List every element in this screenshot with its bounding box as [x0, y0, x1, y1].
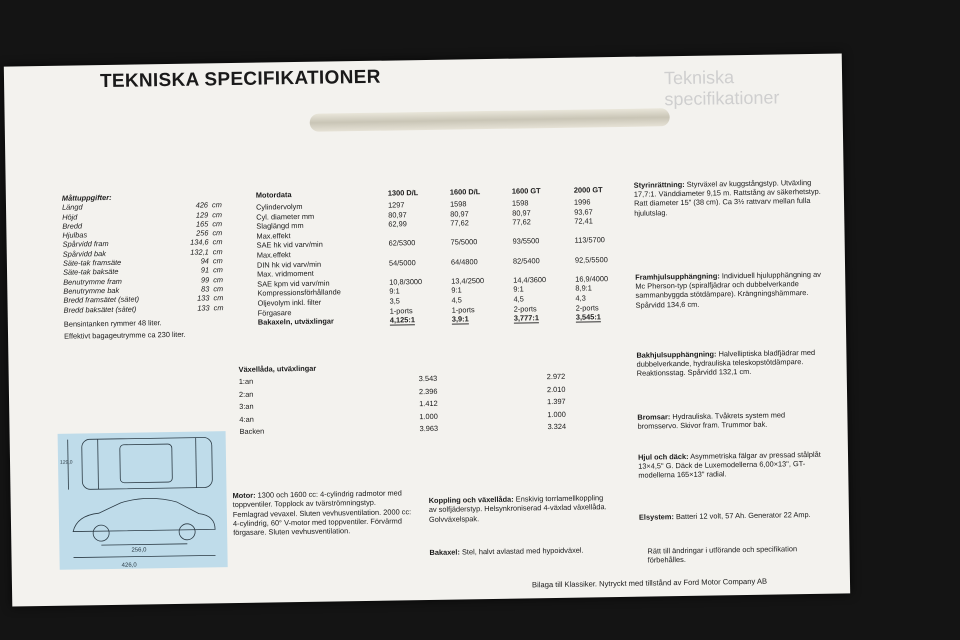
dimension-row: Hjulbas 256 cm	[62, 228, 223, 240]
engine-cell: 82/5400	[512, 255, 540, 266]
engine-cell: 4,125:1	[389, 315, 415, 325]
engine-cell: 92,5/5500	[574, 254, 608, 265]
column-header: 1600 D/L	[449, 187, 481, 197]
engine-cell: 4,5	[513, 294, 524, 304]
engine-cell: 75/5000	[450, 237, 478, 247]
dimension-row: Benutrymme bak 83 cm	[63, 284, 224, 296]
spec-paragraph: Bromsar: Hydrauliska. Tvåkrets system med bromsservo. Skivor fram. Trummor bak.	[637, 410, 786, 431]
car-drawing	[58, 431, 228, 570]
svg-text:129,0: 129,0	[59, 459, 73, 466]
engine-cell: 80,97	[450, 208, 469, 219]
engine-cell: 9:1	[389, 286, 400, 296]
spec-paragraph: Bakhjulsupphängning: Halvelliptiska bladfjädrar med dubbelverkande, hydrauliska teleskopstötdämpare. Reaktionsstag. Spårvidd 132,1 cm.	[636, 347, 816, 379]
dimension-row: Bredd baksätet (sätet) 133 cm	[63, 302, 224, 315]
dimensions-list	[62, 200, 232, 314]
engine-row-label: Max.effekt DIN hk vid varv/min	[256, 250, 322, 270]
column-header: 1300 D/L	[387, 188, 419, 198]
engine-cell: 3,5	[389, 296, 400, 306]
dimensions-note: Effektivt bagageutrymme ca 230 liter.	[63, 329, 186, 341]
spec-paragraph: Elsystem: Batteri 12 volt, 57 Ah. Generator 22 Amp.	[638, 509, 811, 522]
engine-cell: 113/5700	[574, 235, 605, 246]
engine-cell: 2-ports	[575, 302, 599, 313]
engine-cell: 1598	[449, 199, 467, 209]
engine-cell: 62,99	[388, 219, 407, 229]
dimension-row: Längd 426 cm	[61, 200, 222, 213]
gearbox-section	[229, 360, 567, 439]
engine-cell: 93/5500	[512, 236, 540, 247]
engine-cell: 4,5	[451, 295, 462, 305]
koppling-paragraph: Koppling och växellåda: Enskivig torrlamellkoppling av solfjäderstyp. Helsynkroniserad 4-växlad växellåda. Golvväxelspak.	[428, 493, 607, 524]
engine-row-label: Förgasare	[257, 307, 292, 318]
dimensions-heading: Måttuppgifter:	[61, 192, 112, 203]
engine-cell: 4,3	[575, 293, 586, 303]
spec-paragraph: Hjul och däck: Asymmetriska fälgar av pressad stålplåt 13×4,5" G. Däck de Luxemodellerna 6,00×13", GT-modellerna 165×13" radial.	[637, 449, 821, 481]
gear-row: 1:an 3.543 2.972	[238, 372, 566, 387]
engine-cell: 72,41	[574, 216, 593, 226]
engine-cell: 80,97	[512, 207, 531, 218]
engine-cell: 62/5300	[388, 238, 416, 248]
dimension-row: Spårvidd bak 132,1 cm	[62, 246, 223, 259]
engine-cell: 1598	[511, 198, 529, 208]
engine-row-label: Slaglängd mm	[256, 221, 304, 231]
page-title: TEKNISKA SPECIFIKATIONER	[99, 66, 381, 93]
tape-strip	[310, 108, 670, 132]
footer-note: Bilaga till Klassiker. Nytryckt med tillstånd av Ford Motor Company AB	[531, 576, 768, 590]
engine-cell: 9:1	[513, 284, 524, 294]
right-column	[634, 178, 829, 522]
engine-row-label: Cylindervolym	[255, 201, 303, 212]
engine-cell: 10,8/3000	[389, 276, 423, 287]
engine-cell: 3,545:1	[575, 312, 601, 322]
dimension-row: Bredd 165 cm	[62, 219, 223, 231]
engine-row-label: Oljevolym inkl. filter	[257, 297, 322, 308]
engine-cell: 13,4/2500	[451, 275, 485, 286]
engine-cell: 1297	[387, 200, 405, 210]
ghost-text: Tekniska specifikationer	[663, 67, 780, 110]
engine-cell: 1996	[573, 197, 591, 207]
engine-row-label: Max. vridmoment SAE kpm vid varv/min	[257, 268, 330, 289]
engine-row-label: Bakaxeln, utväxlingar	[257, 316, 334, 327]
dimension-row: Höjd 129 cm	[62, 209, 223, 222]
engine-cell: 1-ports	[389, 305, 413, 316]
engine-cell: 77,62	[512, 217, 531, 227]
bakaxel-paragraph: Bakaxel: Stel, halvt avlastad med hypoidväxel.	[429, 545, 584, 557]
engine-cell: 9:1	[451, 285, 462, 295]
spec-sheet	[4, 53, 850, 606]
engine-cell: 80,97	[388, 209, 407, 220]
engine-table	[256, 185, 638, 328]
engine-cell: 8,9:1	[575, 283, 592, 294]
engine-cell: 64/4800	[450, 256, 478, 267]
gearbox-heading: Växellåda, utväxlingar	[238, 363, 317, 374]
car-outline-icon	[58, 431, 228, 570]
engine-cell: 93,67	[574, 206, 593, 217]
dimensions-note: Bensintanken rymmer 48 liter.	[63, 318, 162, 329]
dimensions-section	[62, 191, 232, 341]
engine-cell: 3,777:1	[513, 313, 539, 323]
gearbox-list	[229, 371, 566, 439]
dimension-row: Säte-tak baksäte 91 cm	[62, 265, 223, 278]
engine-cell: 1-ports	[451, 304, 475, 315]
engine-cell: 2-ports	[513, 303, 537, 314]
motor-paragraph: Motor: 1300 och 1600 cc: 4-cylindrig radmotor med toppventiler. Topplock av tvärströmningstyp. Femlagrad vevaxel. Sluten vevhusventilation. 2000 cc: 4-cylindrig, 60° V-motor med toppventiler. Förvärmd förgasare. Sluten vevhusventilation.	[232, 488, 412, 538]
gear-row: 2:an 2.396 2.010	[238, 384, 566, 399]
engine-row-label: Max.effekt SAE hk vid varv/min	[256, 230, 323, 251]
engine-cell: 16,9/4000	[575, 273, 609, 284]
svg-text:426,0: 426,0	[121, 562, 137, 569]
dimension-row: Bredd framsätet (sätet) 133 cm	[63, 293, 224, 305]
engine-row-label: Kompressionsförhållande	[257, 287, 341, 299]
engine-cell: 3,9:1	[451, 314, 469, 324]
column-header: 1600 GT	[511, 186, 541, 196]
gear-row: Backen 3.963 3.324	[239, 422, 567, 437]
engine-row-label: Cyl. diameter mm	[256, 211, 315, 222]
dimension-row: Säte-tak framsäte 94 cm	[62, 256, 223, 268]
column-header: 2000 GT	[573, 185, 603, 195]
spec-paragraph: Styrinrättning: Styrväxel av kuggstångstyp. Utväxling 17,7:1. Vänddiameter 9,15 m. Rattstång av säkerhetstyp. Ratt diameter 15" (38 cm). Ca 3½ rattvarv mellan fulla hjulutslag.	[633, 177, 821, 218]
engine-cell: 77,62	[450, 218, 469, 228]
engine-heading: Motordata	[255, 190, 292, 200]
reserve-paragraph: Rätt till ändringar i utförande och specifikation förbehålles.	[647, 544, 798, 565]
dimension-row: Benutrymme fram 99 cm	[63, 274, 224, 287]
svg-text:256,0: 256,0	[131, 547, 147, 554]
engine-cell: 14,4/3600	[513, 274, 547, 285]
engine-cell: 54/5000	[388, 257, 416, 268]
spec-paragraph: Framhjulsupphängning: Individuell hjulupphängning av Mc Pherson-typ (spiralfjädrar och dubbelverkande sammanbyggda stötdämpare). Krängningshämmare. Spårvidd 134,6 cm.	[635, 269, 821, 310]
gear-row: 3:an 1.412 1.397	[239, 397, 566, 412]
dimension-row: Spårvidd fram 134,6 cm	[62, 237, 223, 250]
gear-row: 4:an 1.000 1.000	[239, 409, 566, 424]
